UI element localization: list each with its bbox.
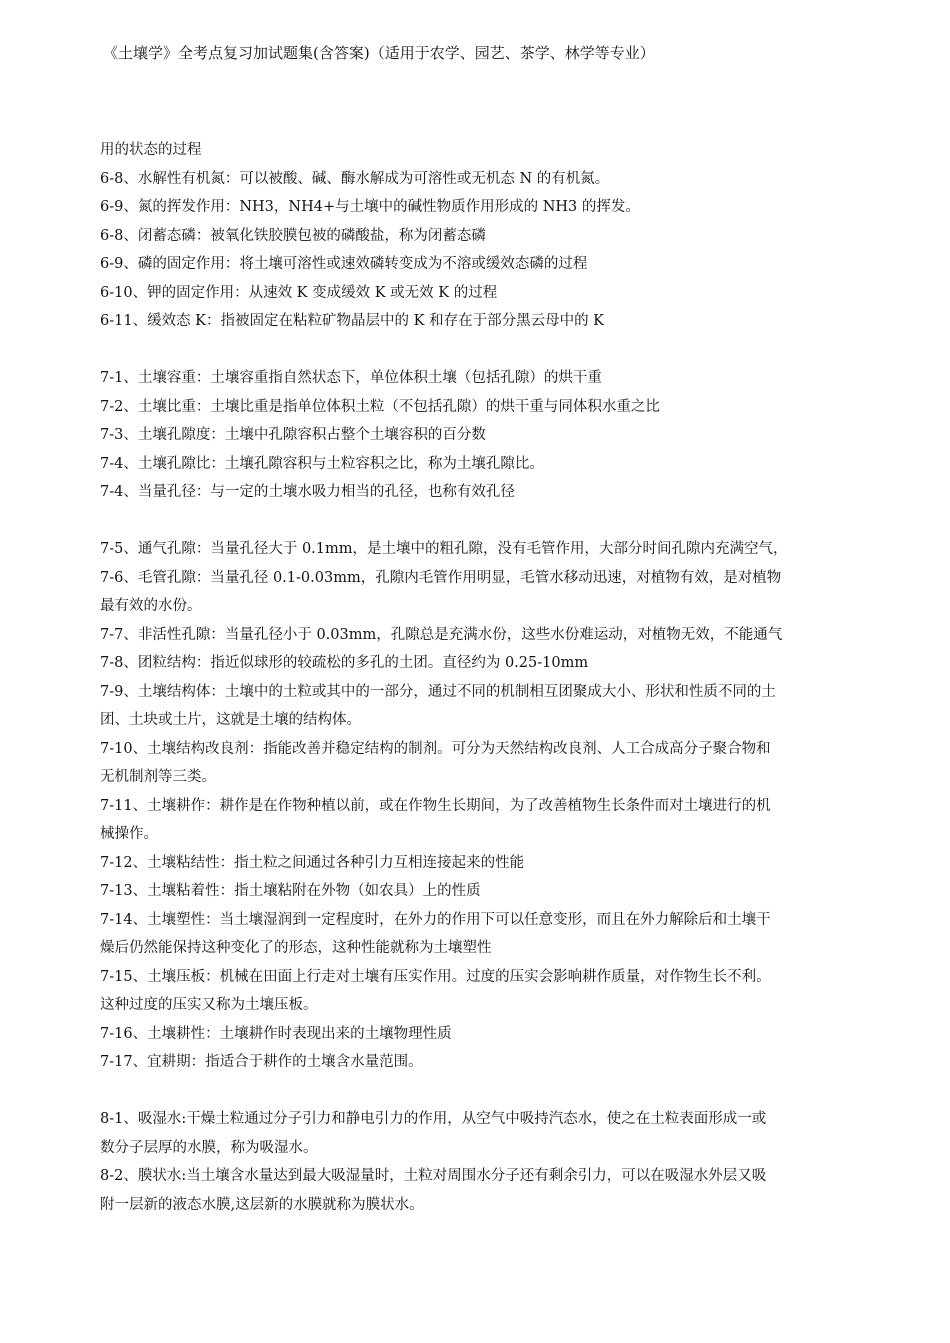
text-line: 7-8、团粒结构：指近似球形的较疏松的多孔的土团。直径约为 0.25-10mm [100,655,589,671]
text-line: 最有效的水份。 [100,598,202,614]
text-line: 7-7、非活性孔隙：当量孔径小于 0.03mm，孔隙总是充满水份，这些水份难运动，对植物无效，不能通气 [100,626,783,643]
text-line: 附一层新的液态水膜,这层新的水膜就称为膜状水。 [100,1196,424,1213]
document-body [100,136,860,1219]
text-line: 7-1、土壤容重：土壤容重指自然状态下，单位体积土壤（包括孔隙）的烘干重 [100,370,602,386]
text-line: 团、土块或土片，这就是土壤的结构体。 [100,712,361,728]
paragraph-gap [100,336,860,365]
text-line: 7-15、土壤压板：机械在田面上行走对土壤有压实作用。过度的压实会影响耕作质量，对作物生长不利。 [100,968,771,985]
page-header-title: 《土壤学》全考点复习加试题集(含答案)（适用于农学、园艺、茶学、林学等专业） [103,44,655,62]
text-line: 7-4、当量孔径：与一定的土壤水吸力相当的孔径，也称有效孔径 [100,484,515,500]
text-line: 7-17、宜耕期：指适合于耕作的土壤含水量范围。 [100,1054,423,1070]
text-line: 6-11、缓效态 K：指被固定在粘粒矿物晶层中的 K 和存在于部分黑云母中的 K [100,313,605,329]
text-line: 8-2、膜状水:当土壤含水量达到最大吸湿量时，土粒对周围水分子还有剩余引力，可以在吸湿水外层又吸 [100,1168,767,1184]
text-line: 8-1、吸湿水:干燥土粒通过分子引力和静电引力的作用，从空气中吸持汽态水，使之在土粒表面形成一或 [100,1111,767,1127]
text-line: 7-9、土壤结构体：土壤中的土粒或其中的一部分，通过不同的机制相互团聚成大小、形状和性质不同的土 [100,683,776,700]
text-line: 这种过度的压实又称为土壤压板。 [100,997,318,1013]
text-line: 7-14、土壤塑性：当土壤湿润到一定程度时，在外力的作用下可以任意变形，而且在外力解除后和土壤干 [100,911,771,928]
text-line: 7-5、通气孔隙：当量孔径大于 0.1mm，是土壤中的粗孔隙，没有毛管作用，大部分时间孔隙内充满空气， [100,541,788,557]
text-line: 6-9、氮的挥发作用：NH3，NH4+与土壤中的碱性物质作用形成的 NH3 的挥发。 [100,199,640,215]
text-line: 7-13、土壤粘着性：指土壤粘附在外物（如农具）上的性质 [100,883,481,899]
text-line: 7-11、土壤耕作：耕作是在作物种植以前，或在作物生长期间，为了改善植物生长条件而对土壤进行的机 [100,797,771,814]
text-line: 7-12、土壤粘结性：指土粒之间通过各种引力互相连接起来的性能 [100,854,525,871]
paragraph-gap [100,1077,860,1106]
text-line: 无机制剂等三类。 [100,769,216,785]
text-line: 6-10、钾的固定作用：从速效 K 变成缓效 K 或无效 K 的过程 [100,284,498,301]
text-line: 6-9、磷的固定作用：将土壤可溶性或速效磷转变成为不溶或缓效态磷的过程 [100,256,588,272]
text-line: 6-8、闭蓄态磷：被氧化铁胶膜包被的磷酸盐，称为闭蓄态磷 [100,227,486,244]
text-line: 7-6、毛管孔隙：当量孔径 0.1-0.03mm，孔隙内毛管作用明显，毛管水移动迅速，对植物有效，是对植物 [100,569,782,586]
text-line: 7-4、土壤孔隙比：土壤孔隙容积与土粒容积之比，称为土壤孔隙比。 [100,455,544,472]
text-line: 数分子层厚的水膜，称为吸湿水。 [100,1139,318,1156]
text-line: 7-3、土壤孔隙度：土壤中孔隙容积占整个土壤容积的百分数 [100,427,486,443]
text-line: 7-16、土壤耕性：土壤耕作时表现出来的土壤物理性质 [100,1025,452,1042]
text-line: 7-2、土壤比重：土壤比重是指单位体积土粒（不包括孔隙）的烘干重与同体积水重之比 [100,398,660,415]
text-line: 6-8、水解性有机氮：可以被酸、碱、酶水解成为可溶性或无机态 N 的有机氮。 [100,170,610,187]
text-line: 用的状态的过程 [100,142,202,158]
text-line: 燥后仍然能保持这种变化了的形态，这种性能就称为土壤塑性 [100,940,492,956]
text-line: 7-10、土壤结构改良剂：指能改善并稳定结构的制剂。可分为天然结构改良剂、人工合成高分子聚合物和 [100,740,771,757]
paragraph-gap [100,507,860,536]
text-line: 械操作。 [100,826,158,842]
